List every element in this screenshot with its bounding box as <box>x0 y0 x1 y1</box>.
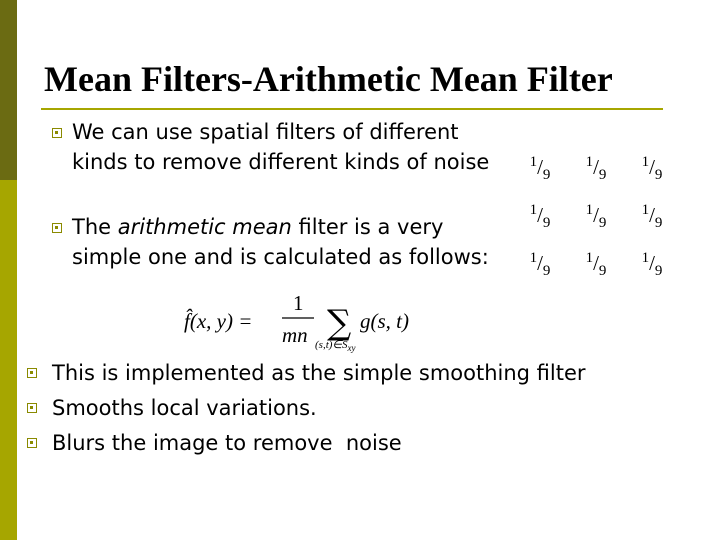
kernel-cell <box>624 241 680 289</box>
formula-numerator: 1 <box>293 291 304 315</box>
kernel-cell <box>512 145 568 193</box>
summation-subscript-xy: xy <box>347 343 356 353</box>
kernel-numerator: 1 <box>529 153 538 170</box>
kernel-row <box>512 145 680 193</box>
bullet-text-arithmetic-mean <box>72 212 504 272</box>
kernel-numerator: 1 <box>585 249 594 266</box>
kernel-denominator: 9 <box>654 215 663 232</box>
kernel-numerator: 1 <box>529 249 538 266</box>
kernel-denominator: 9 <box>598 215 607 232</box>
kernel-cell <box>624 193 680 241</box>
kernel-numerator: 1 <box>641 153 650 170</box>
kernel-cell <box>568 145 624 193</box>
kernel-slash: / <box>649 250 655 275</box>
kernel-numerator: 1 <box>585 201 594 218</box>
kernel-cell <box>568 241 624 289</box>
kernel-slash: / <box>593 202 599 227</box>
kernel-numerator: 1 <box>585 153 594 170</box>
bullet-icon <box>27 438 37 448</box>
kernel-slash: / <box>537 154 543 179</box>
kernel-cell <box>512 241 568 289</box>
kernel-cell <box>624 145 680 193</box>
kernel-row <box>512 241 680 289</box>
bullet-text-blurs-image: Blurs the image to remove noise <box>52 431 402 455</box>
emphasis-arithmetic-mean: arithmetic mean <box>117 215 292 239</box>
kernel-denominator: 9 <box>654 263 663 280</box>
mean-filter-kernel <box>512 145 680 289</box>
kernel-slash: / <box>593 250 599 275</box>
kernel-cell <box>512 193 568 241</box>
formula-lhs: f̂(x, y) = <box>184 309 253 333</box>
bullet-text-spatial-filters: We can use spatial filters of different kinds to remove different kinds of noise <box>72 120 490 174</box>
bullet-text-part: filter is a very simple one and is calculated as follows: <box>72 215 489 269</box>
bullet-icon <box>52 223 62 233</box>
summation-subscript-main: (s,t)∈S <box>315 339 348 351</box>
sidebar-accent-dark <box>0 0 17 180</box>
kernel-numerator: 1 <box>641 201 650 218</box>
kernel-denominator: 9 <box>598 167 607 184</box>
arithmetic-mean-formula <box>184 288 424 356</box>
kernel-slash: / <box>593 154 599 179</box>
kernel-slash: / <box>537 202 543 227</box>
kernel-slash: / <box>537 250 543 275</box>
slide-title: Mean Filters-Arithmetic Mean Filter <box>44 59 613 99</box>
bullet-icon <box>27 403 37 413</box>
bullet-text-local-variations: Smooths local variations. <box>52 396 317 420</box>
kernel-slash: / <box>649 202 655 227</box>
title-underline <box>41 108 663 110</box>
kernel-slash: / <box>649 154 655 179</box>
kernel-denominator: 9 <box>598 263 607 280</box>
bullet-text-part: The <box>72 215 118 239</box>
bullet-text-smoothing-filter: This is implemented as the simple smoothing filter <box>52 361 586 385</box>
bullet-icon <box>27 368 37 378</box>
kernel-cell <box>568 193 624 241</box>
summation-symbol: ∑ <box>327 303 352 343</box>
kernel-denominator: 9 <box>542 167 551 184</box>
formula-denominator: mn <box>282 323 308 347</box>
kernel-numerator: 1 <box>641 249 650 266</box>
kernel-denominator: 9 <box>542 215 551 232</box>
kernel-denominator: 9 <box>654 167 663 184</box>
kernel-row <box>512 193 680 241</box>
formula-term: g(s, t) <box>360 309 409 333</box>
kernel-denominator: 9 <box>542 263 551 280</box>
kernel-numerator: 1 <box>529 201 538 218</box>
bullet-icon <box>52 128 62 138</box>
